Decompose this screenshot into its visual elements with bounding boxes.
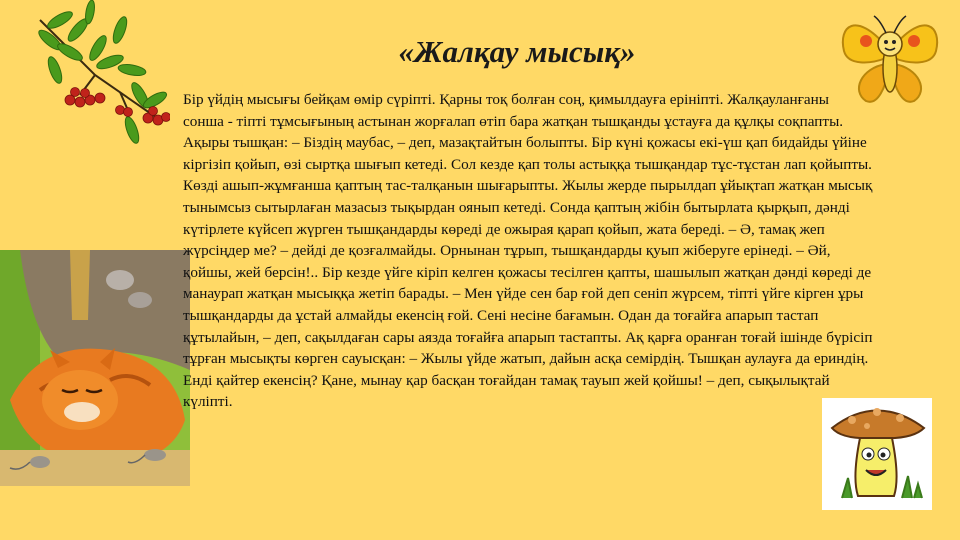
mushroom-image — [822, 398, 932, 510]
slide-title: «Жалқау мысық» — [398, 34, 636, 69]
rowan-branch-image — [20, 0, 170, 150]
story-text: Бір үйдің мысығы бейқам өмір сүріпті. Қарны тоқ болған соң, қимылдауға ерініпті. Жалқауланғаны сонша - тіпті тұмсығының астынан жорғалап өтіп бара жатқан тышқанды ұстауға да құлқы соқпапты. Ақыры тышқан: – Біздің маубас, – деп, мазақтайтын болыпты. Бір күні қожасы екі-үш қап бидайды үйіне кіргізіп қойып, өзі сыртқа шығып кетеді. Сол кезде қап толы астыққа тышқандар тұс-тұстан лап қойыпты. Көзді ашып-жұмғанша қаптың тас-талқанын шығарыпты. Жылы жерде пырылдап ұйықтап жатқан мысық тынымсыз сытырлаған мазасыз тықырдан оянып кетеді. Сонда қаптың жібін бытырлата қырқып, дәнді күтірлете күйсеп жүрген тышқандарды көреді де ожырая қарап қойып, жата береді. – Ә, тамақ жеп жүрсіңдер ме? – дейді де қозғалмайды. Орнынан тұрып, тышқандарды қуып жіберуге ерінеді. – Әй, қойшы, жей берсін!.. Бір кезде үйге кіріп келген қожасы тесілген қапты, шашылып жатқан дәнді көреді де манаурап жатқан мысыққа жетіп барады. – Мен үйде сен бар ғой деп сеніп жүрсем, тіпті үйге кірген ұры тышқандарды да ұстай алмайды екенсің ғой. Сені несіне бағамын. Одан да тоғайға апарып тастап құтылайын, – деп, сақылдаған сары аязда тоғайға апарып тастапты. Ақ қарға оранған тоғай ішінде бүрісіп тұрған мысықты көрген сауысқан: – Жылы үйде жатып, дайын асқа семірдің. Тышқан аулауға да ериндің. Енді қайтер екенсің? Қане, мынау қар басқан тоғайдан тамақ тауып жей қойшы! – деп, сықылықтай күліпті. — [183, 91, 873, 411]
sleeping-cat-image — [0, 250, 190, 486]
